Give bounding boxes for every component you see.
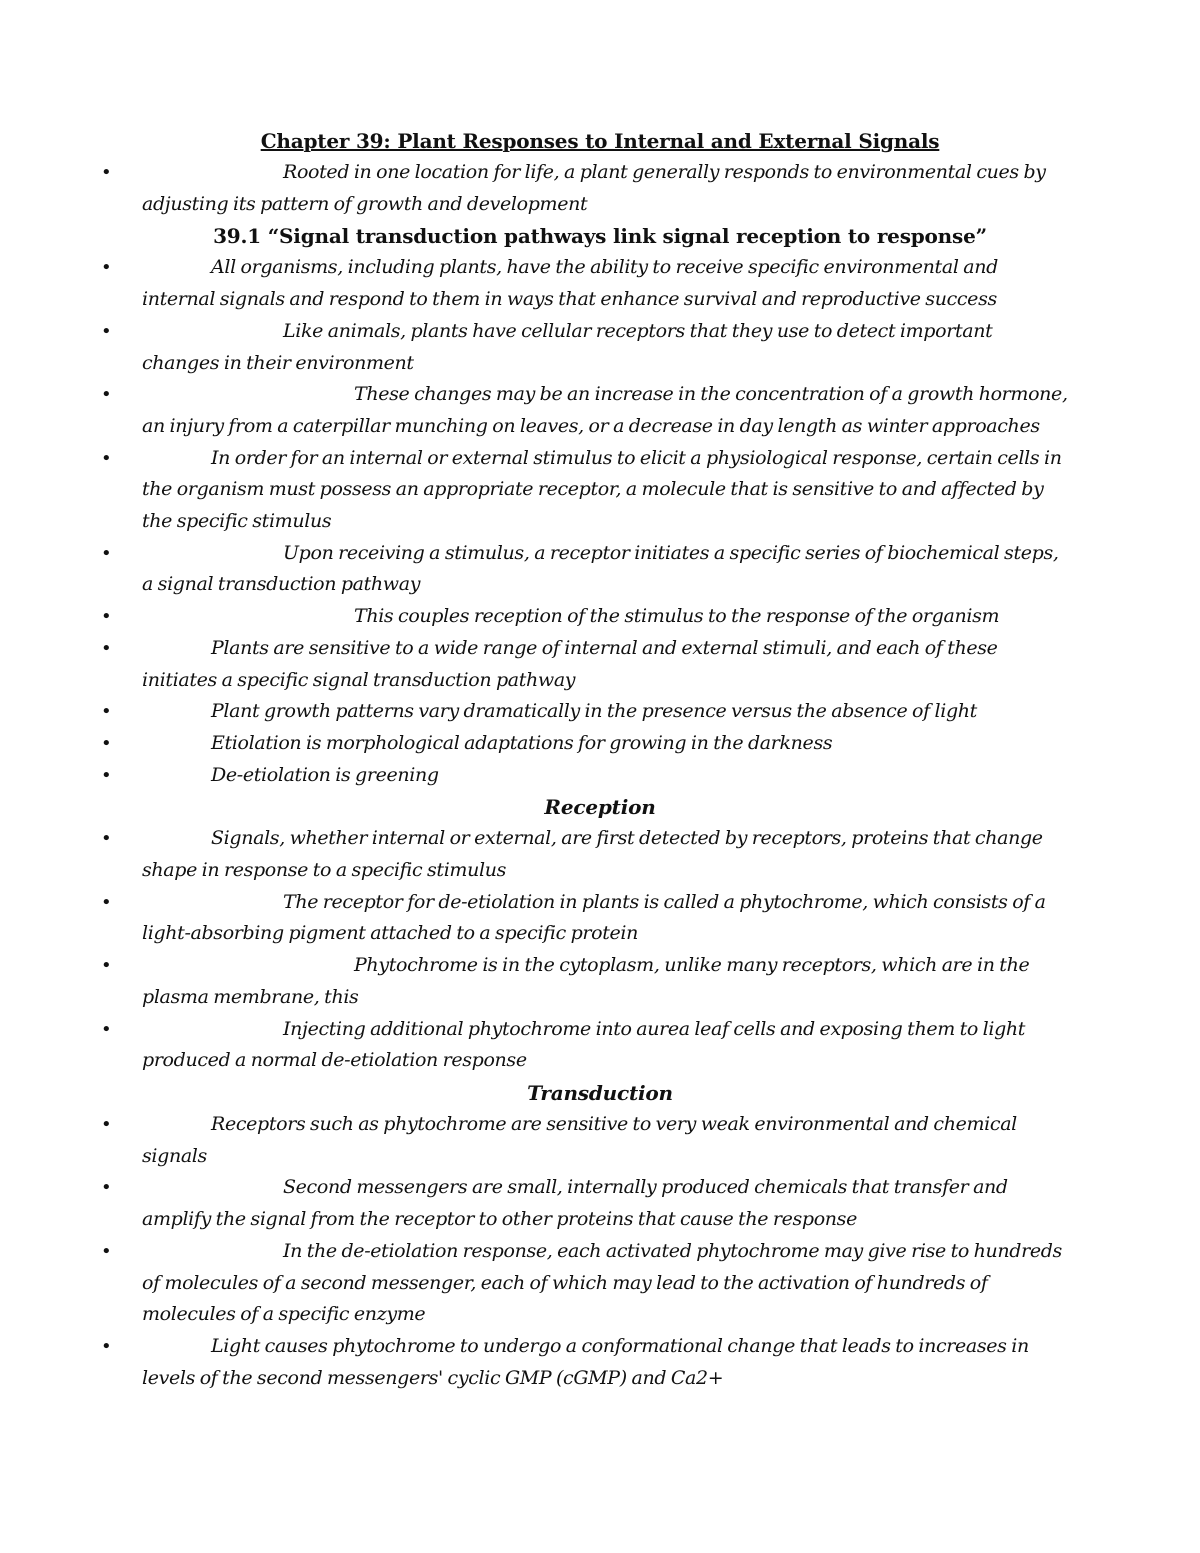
bullet-text: Signals, whether internal or external, are first detected by receptors, proteins that change shape in response to a specific stimulus	[142, 827, 1043, 882]
bullet-text: Second messengers are small, internally produced chemicals that transfer and amplify the signal from the receptor to other proteins that cause the response	[142, 1176, 1008, 1231]
bullet-point-icon: •	[101, 1240, 112, 1262]
bullet-point-icon: •	[101, 828, 112, 850]
bullet-point-icon: •	[101, 1018, 112, 1040]
bullet-point-icon: •	[101, 891, 112, 913]
bullet-point-icon: •	[101, 1113, 112, 1135]
bullet-item	[0, 1014, 1072, 1077]
bullet-point-icon: •	[101, 955, 112, 977]
bullet-item	[0, 696, 1072, 728]
bullet-text: Like animals, plants have cellular receptors that they use to detect important changes in their environment	[142, 319, 993, 374]
bullet-item	[0, 316, 1072, 379]
bullet-point-icon: •	[101, 1335, 112, 1357]
bullet-item	[0, 379, 1072, 442]
section-heading-39-1: 39.1 “Signal transduction pathways link signal reception to response”	[213, 224, 987, 249]
section-39-1-list	[0, 252, 1200, 791]
bullet-text: Upon receiving a stimulus, a receptor initiates a specific series of biochemical steps, a signal transduction pathway	[142, 541, 1059, 596]
bullet-item	[0, 601, 1072, 633]
bullet-item	[0, 633, 1072, 696]
page-title: Chapter 39: Plant Responses to Internal and External Signals	[260, 129, 940, 153]
bullet-text: Plant growth patterns vary dramatically in the presence versus the absence of light	[211, 700, 977, 723]
section-heading-reception: Reception	[544, 795, 656, 820]
bullet-text: Etiolation is morphological adaptations for growing in the darkness	[211, 731, 833, 754]
bullet-item	[0, 443, 1072, 538]
bullet-text: All organisms, including plants, have the ability to receive specific environmental and internal signals and respond to them in ways that enhance survival and reproductive success	[142, 256, 998, 311]
bullet-item	[0, 760, 1072, 792]
bullet-point-icon: •	[101, 447, 112, 469]
bullet-point-icon: •	[101, 162, 112, 183]
bullet-point-icon: •	[101, 1177, 112, 1199]
bullet-text: Phytochrome is in the cytoplasm, unlike many receptors, which are in the plasma membrane, this	[142, 954, 1030, 1008]
bullet-text: Rooted in one location for life, a plant generally responds to environmental cues by adjusting its pattern of growth and development	[142, 161, 1046, 215]
bullet-item	[0, 1172, 1072, 1235]
bullet-item	[0, 1331, 1072, 1394]
section-heading-transduction: Transduction	[527, 1080, 673, 1105]
reception-list	[0, 823, 1200, 1077]
bullet-item	[0, 1109, 1072, 1172]
bullet-point-icon: •	[101, 637, 112, 659]
bullet-text: In order for an internal or external stimulus to elicit a physiological response, certain cells in the organism must possess an appropriate receptor, a molecule that is sensitive to and affected by the specific stimulus	[142, 446, 1062, 533]
bullet-text: Receptors such as phytochrome are sensitive to very weak environmental and chemical signals	[142, 1112, 1017, 1167]
bullet-text: Plants are sensitive to a wide range of internal and external stimuli, and each of these initiates a specific signal transduction pathway	[142, 636, 998, 691]
bullet-text: De-etiolation is greening	[211, 763, 439, 786]
bullet-point-icon: •	[101, 542, 112, 564]
bullet-item	[0, 1236, 1072, 1331]
intro-list	[0, 157, 1200, 220]
bullet-text: Injecting additional phytochrome into aurea leaf cells and exposing them to light produced a normal de-etiolation response	[142, 1017, 1026, 1072]
bullet-text: Light causes phytochrome to undergo a conformational change that leads to increases in levels of the second messengers' cyclic GMP (cGMP) and Ca2+	[142, 1334, 1029, 1389]
bullet-item	[0, 887, 1072, 950]
bullet-point-icon: •	[101, 320, 112, 342]
bullet-point-icon: •	[101, 701, 112, 723]
bullet-item	[0, 728, 1072, 760]
bullet-point-icon: •	[101, 606, 112, 628]
bullet-point-icon: •	[101, 732, 112, 754]
bullet-item	[0, 538, 1072, 601]
bullet-text: This couples reception of the stimulus to the response of the organism	[354, 605, 1000, 628]
bullet-item	[0, 950, 1072, 1013]
transduction-list	[0, 1109, 1200, 1394]
bullet-point-icon: •	[101, 764, 112, 786]
document-page	[0, 126, 1200, 1394]
bullet-point-icon: •	[101, 384, 112, 406]
bullet-text: These changes may be an increase in the concentration of a growth hormone, an injury from a caterpillar munching on leaves, or a decrease in day length as winter approaches	[142, 383, 1068, 437]
bullet-text: The receptor for de-etiolation in plants is called a phytochrome, which consists of a light-absorbing pigment attached to a specific protein	[142, 890, 1046, 945]
bullet-point-icon: •	[101, 257, 112, 279]
bullet-item	[0, 252, 1072, 315]
bullet-item	[0, 823, 1072, 886]
bullet-item	[0, 157, 1072, 220]
bullet-text: In the de-etiolation response, each activated phytochrome may give rise to hundreds of molecules of a second messenger, each of which may lead to the activation of hundreds of molecules of a specific enzyme	[142, 1239, 1062, 1326]
